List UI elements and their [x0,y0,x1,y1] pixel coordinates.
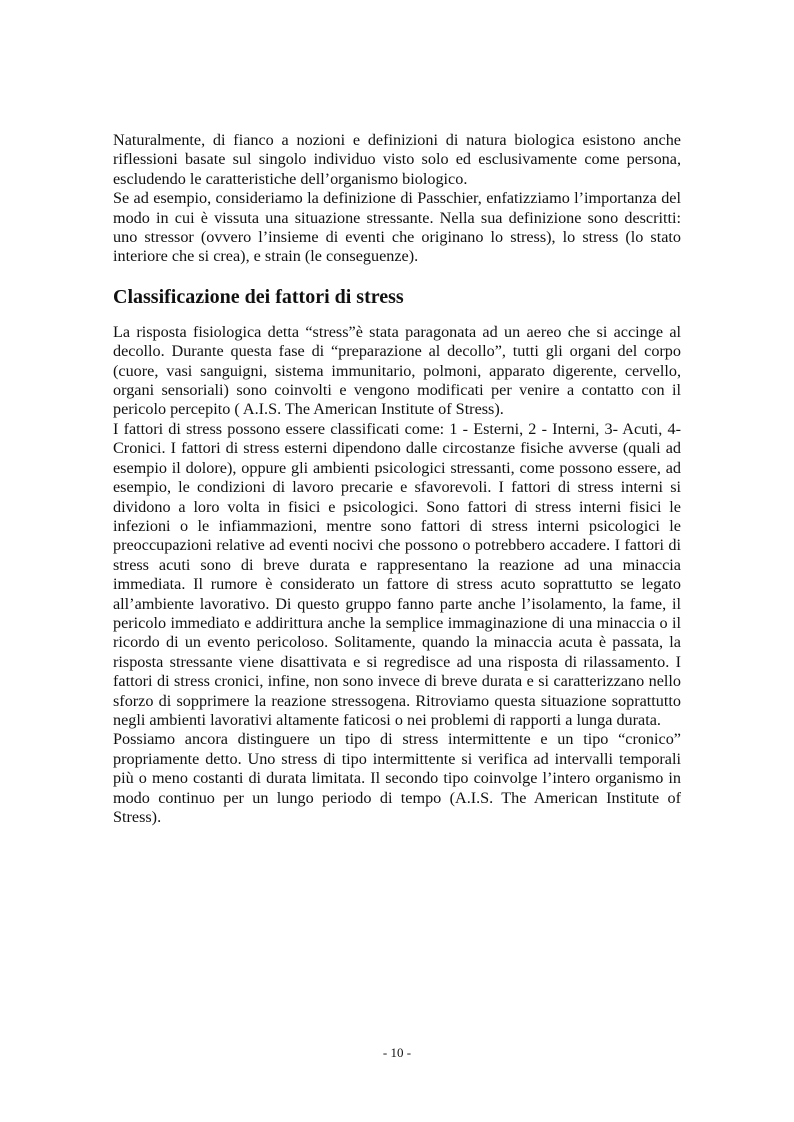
section-heading: Classificazione dei fattori di stress [113,285,404,308]
paragraph-intro: Naturalmente, di fianco a nozioni e definizioni di natura biologica esistono anche riflessioni basate sul singolo individuo visto solo ed esclusivamente come persona, escludendo le caratteristiche dell’organismo biologico. [113,131,681,188]
page-number: - 10 - [382,1045,412,1060]
paragraph-passchier: Se ad esempio, consideriamo la definizione di Passchier, enfatizziamo l’importanza del modo in cui è vissuta una situazione stressante. Nella sua definizione sono descritti: uno stressor (ovvero l’insieme di eventi che originano lo stress), lo stress (lo stato interiore che si crea), e strain (le conseguenze). [113,189,681,266]
document-body [113,131,681,827]
paragraph-classification: I fattori di stress possono essere classificati come: 1 - Esterni, 2 - Interni, 3- Acuti, 4- Cronici. I fattori di stress esterni dipendono dalle circostanze fisiche avverse (quali ad esempio il dolore), oppure gli ambienti psicologici stressanti, come possono essere, ad esempio, le condizioni di lavoro precarie e sfavorevoli. I fattori di stress interni si dividono a loro volta in fisici e psicologici. Sono fattori di stress interni fisici le infezioni o le infiammazioni, mentre sono fattori di stress interni psicologici le preoccupazioni relative ad eventi nocivi che possono o potrebbero accadere. I fattori di stress acuti sono di breve durata e rappresentano la reazione ad una minaccia immediata. Il rumore è considerato un fattore di stress acuto soprattutto se legato all’ambiente lavorativo. Di questo gruppo fanno parte anche l’isolamento, la fame, il pericolo immediato e addirittura anche la semplice immaginazione di una minaccia o il ricordo di un evento pericoloso. Solitamente, quando la minaccia acuta è passata, la risposta stressante viene disattivata e si regredisce ad una risposta di rilassamento. I fattori di stress cronici, infine, non sono invece di breve durata e si caratterizzano nello sforzo di sopprimere la reazione stressogena. Ritroviamo questa situazione soprattutto negli ambienti lavorativi altamente faticosi o nei problemi di rapporti a lunga durata. [113,419,681,729]
paragraph-intermittent-chronic: Possiamo ancora distinguere un tipo di stress intermittente e un tipo “cronico” propriamente detto. Uno stress di tipo intermittente si verifica ad intervalli temporali più o meno costanti di durata limitata. Il secondo tipo coinvolge l’intero organismo in modo continuo per un lungo periodo di tempo (A.I.S. The American Institute of Stress). [113,730,681,826]
paragraph-physiological-response: La risposta fisiologica detta “stress”è stata paragonata ad un aereo che si accinge al decollo. Durante questa fase di “preparazione al decollo”, tutti gli organi del corpo (cuore, vasi sanguigni, sistema immunitario, polmoni, apparato digerente, cervello, organi sensoriali) sono coinvolti e vengono modificati per venire a contatto con il pericolo percepito ( A.I.S. The American Institute of Stress). [113,322,681,419]
